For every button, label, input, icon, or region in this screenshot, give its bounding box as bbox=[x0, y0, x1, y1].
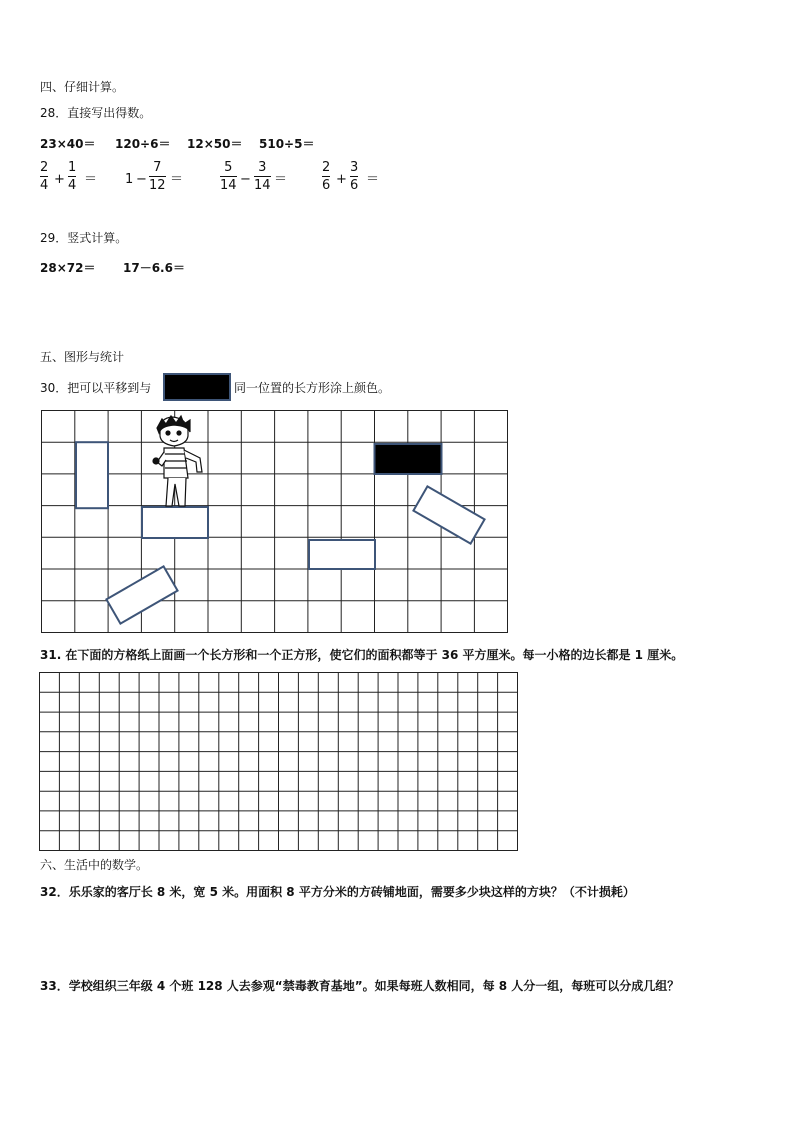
numerator: 5 bbox=[224, 160, 233, 175]
q29-item-1: 28×72＝ bbox=[40, 261, 96, 275]
numerator: 2 bbox=[322, 160, 331, 175]
numerator: 3 bbox=[258, 160, 267, 175]
denominator: 14 bbox=[220, 178, 237, 193]
numerator: 7 bbox=[153, 160, 162, 175]
horizontal-rectangle-left bbox=[142, 507, 208, 538]
q28-item-1: 23×40＝ bbox=[40, 137, 96, 151]
equals-sign: ＝ bbox=[274, 172, 288, 187]
q28-label: 28．直接写出得数。 bbox=[40, 106, 152, 120]
operator: + bbox=[54, 172, 65, 187]
q33-text: 33．学校组织三年级 4 个班 128 人去参观“禁毒教育基地”。如果每班人数相同，每 8 人分一组，每班可以分成几组？ bbox=[40, 979, 680, 993]
fraction bbox=[322, 160, 330, 193]
numerator: 3 bbox=[350, 160, 359, 175]
q28-item-3: 12×50＝ bbox=[187, 137, 243, 151]
numerator: 1 bbox=[68, 160, 77, 175]
operator: + bbox=[336, 172, 347, 187]
boy-figure-icon bbox=[153, 416, 202, 506]
q31-grid bbox=[36, 669, 520, 854]
equals-sign: ＝ bbox=[170, 172, 184, 187]
denominator: 4 bbox=[68, 178, 77, 193]
equals-sign: ＝ bbox=[366, 172, 380, 187]
denominator: 6 bbox=[322, 178, 331, 193]
fraction bbox=[68, 160, 76, 193]
denominator: 14 bbox=[254, 178, 271, 193]
section-4-title: 四、仔细计算。 bbox=[40, 80, 125, 94]
fraction bbox=[149, 160, 166, 193]
operator: − bbox=[136, 172, 147, 187]
fraction bbox=[220, 160, 237, 193]
numerator: 2 bbox=[40, 160, 49, 175]
section-6-title: 六、生活中的数学。 bbox=[40, 858, 149, 872]
fraction bbox=[350, 160, 358, 193]
q31-label: 31. 在下面的方格纸上面画一个长方形和一个正方形，使它们的面积都等于 36 平方厘米。每一小格的边长都是 1 厘米。 bbox=[40, 648, 684, 662]
q32-text: 32．乐乐家的客厅长 8 米，宽 5 米。用面积 8 平方分米的方砖铺地面，需要多少块这样的方块？（不计损耗） bbox=[40, 885, 635, 899]
q29-label: 29．竖式计算。 bbox=[40, 231, 128, 245]
denominator: 4 bbox=[40, 178, 49, 193]
denominator: 6 bbox=[350, 178, 359, 193]
q28-item-4: 510÷5＝ bbox=[259, 137, 315, 151]
equals-sign: ＝ bbox=[84, 172, 98, 187]
q29-item-2: 17－6.6＝ bbox=[123, 261, 185, 275]
horizontal-rectangle-middle bbox=[309, 540, 375, 569]
whole-number: 1 bbox=[125, 172, 134, 187]
denominator: 12 bbox=[149, 178, 166, 193]
operator: − bbox=[240, 172, 251, 187]
fraction bbox=[254, 160, 271, 193]
q28-item-2: 120÷6＝ bbox=[115, 137, 171, 151]
q30-suffix: 同一位置的长方形涂上颜色。 bbox=[234, 381, 391, 395]
vertical-rectangle bbox=[76, 442, 108, 508]
target-rectangle-icon bbox=[163, 373, 231, 401]
section-5-title: 五、图形与统计 bbox=[40, 350, 125, 364]
q30-prefix: 30．把可以平移到与 bbox=[40, 381, 152, 395]
target-rectangle bbox=[375, 444, 442, 474]
fraction bbox=[40, 160, 48, 193]
rotated-rectangle-left bbox=[106, 566, 177, 623]
q30-grid-figure bbox=[38, 406, 518, 636]
